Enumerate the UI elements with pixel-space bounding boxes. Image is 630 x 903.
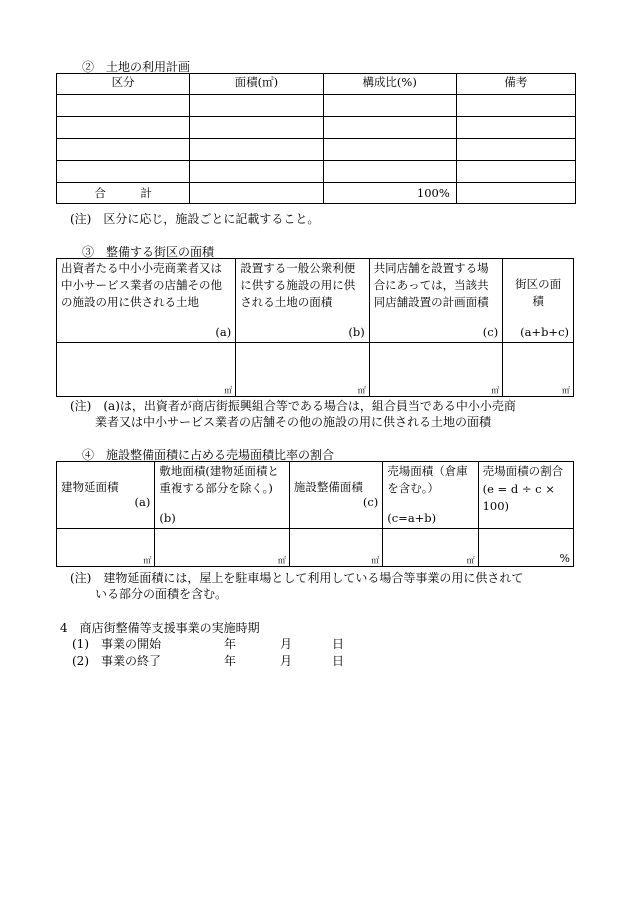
- table-row: [57, 529, 574, 567]
- col-total-text: 街区の面積: [515, 277, 562, 308]
- cell-input[interactable]: [369, 343, 503, 397]
- total-ratio: 100%: [323, 183, 456, 204]
- start-day: 日: [332, 637, 345, 651]
- start-row: [72, 635, 392, 651]
- table-row: [57, 343, 574, 397]
- col-a-header: [57, 259, 236, 343]
- section3-note-line1: (注) (a)は，出資者が商店街振興組合等である場合は，組合員当である中小小売商: [70, 399, 516, 413]
- section2-title: ② 土地の利用計画: [82, 60, 191, 74]
- sales-ratio-table: [56, 461, 574, 567]
- col-a-text: 出資者たる中小小売商業者又は中小サービス業者の店舗その他の施設の用に供される土地: [61, 261, 222, 309]
- cell-input[interactable]: [57, 139, 190, 161]
- unit-label: ㎡: [357, 386, 366, 395]
- table-row: [57, 161, 576, 183]
- total-area-cell[interactable]: [190, 183, 323, 204]
- cell-input[interactable]: [478, 529, 573, 567]
- start-month: 月: [280, 637, 293, 651]
- percent-label: %: [559, 552, 570, 565]
- section4-title: ④ 施設整備面積に占める売場面積比率の割合: [82, 448, 335, 462]
- cell-input[interactable]: [190, 161, 323, 183]
- unit-label: ㎡: [466, 556, 475, 565]
- col-c-tag: (c): [482, 325, 499, 339]
- cell-input[interactable]: [383, 529, 478, 567]
- start-year: 年: [224, 637, 237, 651]
- col-a-tag: (a): [215, 325, 232, 339]
- end-label: (2) 事業の終了: [72, 654, 161, 668]
- header-remarks: 備考: [456, 74, 575, 95]
- section4-note-line2: いる部分の面積を含む。: [95, 587, 228, 601]
- col-b-text: 設置する一般公衆利便に供する施設の用に供される土地の面積: [240, 261, 356, 309]
- cell-input[interactable]: [57, 529, 155, 567]
- unit-label: ㎡: [562, 386, 570, 395]
- total-remarks-cell[interactable]: [456, 183, 575, 204]
- cell-input[interactable]: [456, 95, 575, 117]
- unit-label: ㎡: [371, 556, 380, 565]
- col-e-text: 売場面積の割合: [482, 464, 564, 478]
- col-b-header: [236, 259, 369, 343]
- cell-input[interactable]: [190, 139, 323, 161]
- table-row: [57, 139, 576, 161]
- cell-input[interactable]: [57, 95, 190, 117]
- cell-input[interactable]: [57, 343, 236, 397]
- col-a-tag: (a): [134, 495, 151, 509]
- section3-title: ③ 整備する街区の面積: [82, 245, 215, 259]
- col-d-tag: (c=a+b): [387, 511, 437, 525]
- start-label: (1) 事業の開始: [72, 637, 161, 651]
- col-a-header: [57, 462, 155, 529]
- col-c-header: [369, 259, 503, 343]
- implementation-period-title: 4 商店街整備等支援事業の実施時期: [60, 621, 260, 635]
- col-c-header: [289, 462, 382, 529]
- end-month: 月: [280, 654, 293, 668]
- cell-input[interactable]: [289, 529, 382, 567]
- cell-input[interactable]: [456, 117, 575, 139]
- end-year: 年: [224, 654, 237, 668]
- header-area: 面積(㎡): [190, 74, 323, 95]
- cell-input[interactable]: [456, 139, 575, 161]
- col-b-tag: (b): [348, 325, 365, 339]
- col-d-header: [383, 462, 478, 529]
- col-b-tag: (b): [159, 511, 176, 525]
- col-e-tag: (e = d ÷ c × 100): [482, 482, 555, 513]
- col-c-text: 共同店舗を設置する場合にあっては，当該共同店舗設置の計画面積: [373, 261, 489, 309]
- col-e-header: [478, 462, 573, 529]
- col-c-tag: (c): [362, 495, 379, 509]
- section2-note: (注) 区分に応じ，施設ごとに記載すること。: [70, 212, 320, 226]
- cell-input[interactable]: [456, 161, 575, 183]
- table-row: [57, 117, 576, 139]
- cell-input[interactable]: [57, 117, 190, 139]
- header-ratio: 構成比(%): [323, 74, 456, 95]
- section3-note-line2: 業者又は中小サービス業者の店舗その他の施設の用に供される土地の面積: [95, 415, 492, 429]
- cell-input[interactable]: [323, 139, 456, 161]
- header-category: 区分: [57, 74, 190, 95]
- cell-input[interactable]: [155, 529, 290, 567]
- unit-label: ㎡: [491, 386, 500, 395]
- cell-input[interactable]: [57, 161, 190, 183]
- total-row: [57, 183, 576, 204]
- unit-label: ㎡: [277, 556, 286, 565]
- col-d-text: 売場面積（倉庫を含む。）: [387, 464, 468, 495]
- cell-input[interactable]: [503, 343, 574, 397]
- cell-input[interactable]: [190, 117, 323, 139]
- section4-note-line1: (注) 建物延面積には，屋上を駐車場として利用している場合等事業の用に供されて: [70, 571, 524, 585]
- end-row: [72, 652, 392, 668]
- total-label: 合 計: [57, 183, 190, 204]
- cell-input[interactable]: [190, 95, 323, 117]
- cell-input[interactable]: [236, 343, 369, 397]
- table-row: [57, 95, 576, 117]
- end-day: 日: [332, 654, 345, 668]
- cell-input[interactable]: [323, 161, 456, 183]
- col-b-header: [155, 462, 290, 529]
- cell-input[interactable]: [323, 117, 456, 139]
- col-b-text: 敷地面積(建物延面積と重複する部分を除く。): [159, 464, 279, 495]
- cell-input[interactable]: [323, 95, 456, 117]
- col-c-text: 施設整備面積: [293, 480, 363, 494]
- col-total-header: [503, 259, 574, 343]
- block-area-table: [56, 258, 574, 397]
- unit-label: ㎡: [143, 556, 152, 565]
- unit-label: ㎡: [224, 386, 233, 395]
- col-a-text: 建物延面積: [61, 480, 119, 494]
- col-total-tag: (a+b+c): [520, 325, 569, 339]
- land-use-table: [56, 73, 576, 204]
